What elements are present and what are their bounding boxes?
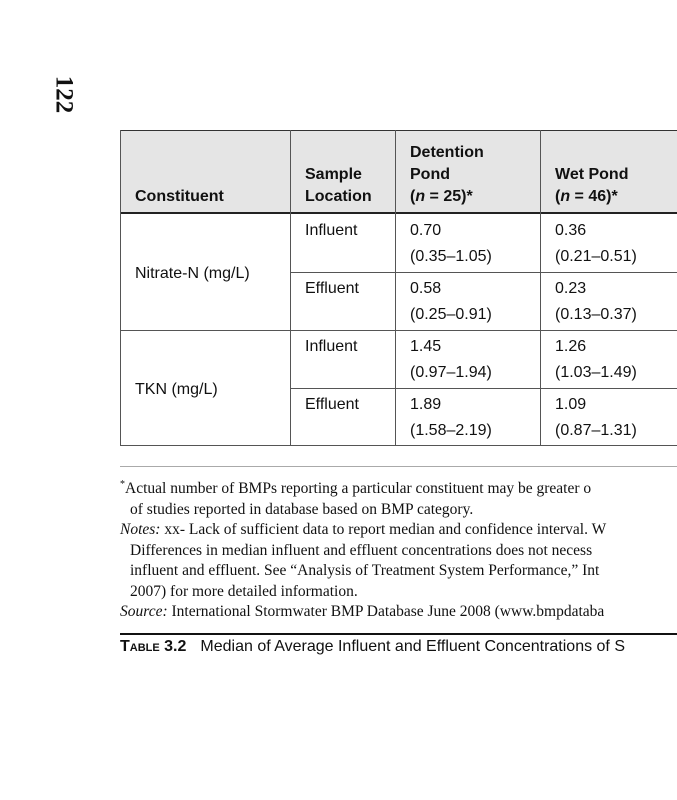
confidence-interval: (0.25–0.91) [410,306,492,323]
median-value: 1.26 [555,338,587,355]
median-value: 1.45 [410,338,442,355]
source-label: Source: [120,603,168,620]
confidence-interval: (0.13–0.37) [555,306,637,323]
header-sample-location [305,164,372,208]
footnote-divider [120,466,677,467]
source-line [120,602,677,623]
data-table [120,130,677,446]
header-detention-n: (n = 25)* [410,188,473,205]
median-value: 0.70 [410,222,442,239]
wetpond-value-cell [555,218,637,270]
header-detention-line2: Pond [410,166,450,183]
notes-line2: Differences in median influent and effluent concentrations does not necess [130,541,593,559]
notes-line1 [120,520,677,541]
median-value: 0.36 [555,222,587,239]
table-header [120,130,677,214]
detention-value-cell [410,392,492,444]
header-wetpond-line1: Wet Pond [555,166,629,183]
header-wetpond-n: (n = 46)* [555,188,618,205]
notes-label: Notes: [120,521,161,538]
location-cell: Influent [305,338,358,355]
notes-line3: influent and effluent. See “Analysis of Treatment System Performance,” Int [130,562,600,579]
constituent-cell: Nitrate-N (mg/L) [135,265,250,282]
wetpond-value-cell [555,334,637,386]
wetpond-value-cell [555,276,637,328]
caption-label: Table 3.2 [120,638,187,655]
notes-text: xx- Lack of sufficient data to report median and confidence interval. W [160,521,607,538]
grid-line-col2 [395,130,396,446]
caption-rule [120,633,677,635]
constituent-cell: TKN (mg/L) [135,381,218,398]
location-cell: Influent [305,222,358,239]
footnote-star-line2: of studies reported in database based on BMP category. [130,500,474,518]
confidence-interval: (0.35–1.05) [410,248,492,265]
grid-line-group-split [120,330,677,331]
header-location-line2: Location [305,188,372,205]
header-detention-line1: Detention [410,144,484,161]
detention-value-cell [410,334,492,386]
footnote-star-mark: * [120,479,125,490]
median-value: 0.23 [555,280,587,297]
page-number: 122 [50,75,78,114]
grid-line-col1 [290,130,291,446]
detention-value-cell [410,276,492,328]
confidence-interval: (0.21–0.51) [555,248,637,265]
confidence-interval: (0.87–1.31) [555,422,637,439]
header-location-line1: Sample [305,166,362,183]
location-cell: Effluent [305,396,359,413]
footnote-star-text: Actual number of BMPs reporting a particular constituent may be greater o [125,480,592,497]
source-text: International Stormwater BMP Database June 2008 (www.bmpdataba [167,603,605,620]
detention-value-cell [410,218,492,270]
grid-line-row1-split [290,272,677,273]
grid-line-bottom [120,445,677,446]
header-wet-pond [555,164,628,208]
grid-line-left [120,130,121,446]
header-constituent: Constituent [135,188,224,205]
location-cell: Effluent [305,280,359,297]
table-caption [120,636,677,658]
median-value: 1.89 [410,396,442,413]
confidence-interval: (1.03–1.49) [555,364,637,381]
notes-line4: 2007) for more detailed information. [130,582,358,600]
grid-line-row2-split [290,388,677,389]
caption-text: Median of Average Influent and Effluent Concentrations of S [200,638,625,655]
table-footnotes [120,475,677,623]
header-detention-pond [410,142,484,208]
confidence-interval: (1.58–2.19) [410,422,492,439]
median-value: 0.58 [410,280,442,297]
median-value: 1.09 [555,396,587,413]
wetpond-value-cell [555,392,637,444]
grid-line-col3 [540,130,541,446]
footnote-star-line1 [120,475,677,500]
confidence-interval: (0.97–1.94) [410,364,492,381]
